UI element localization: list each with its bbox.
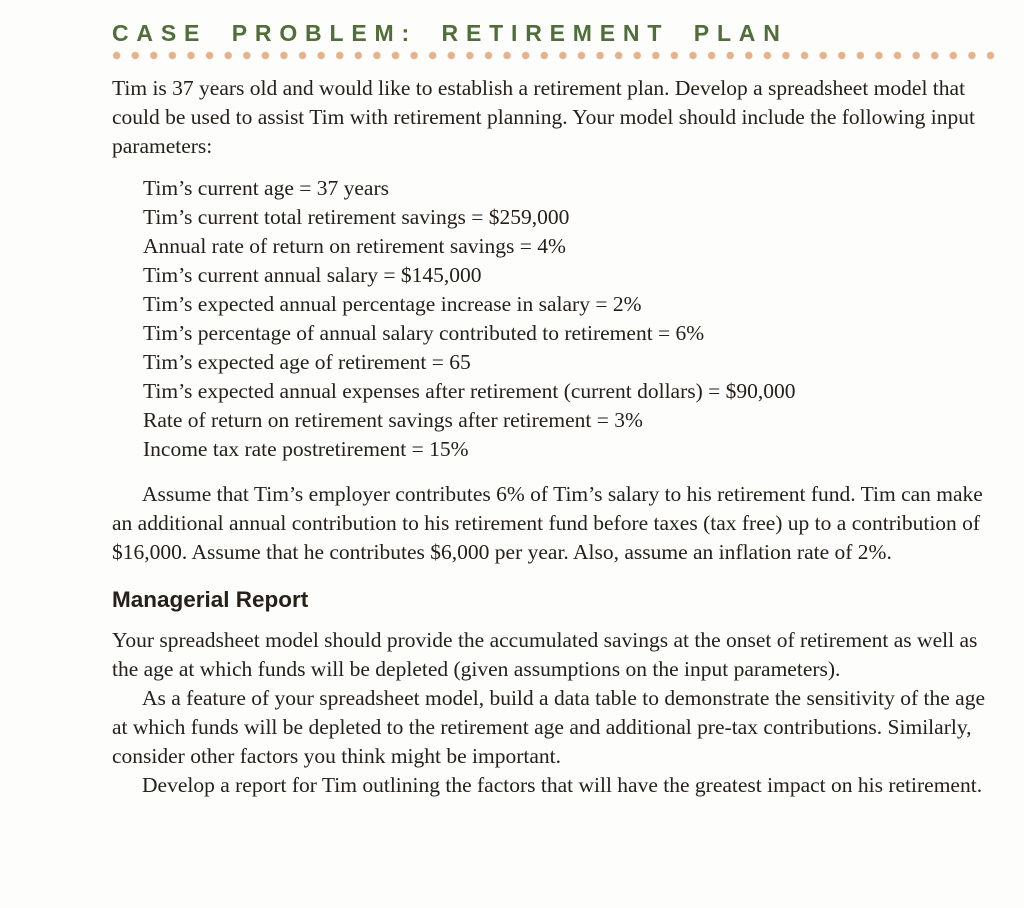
assumptions-paragraph: Assume that Tim’s employer contributes 6% of Tim’s salary to his retirement fund. Tim can make an additional annual contribution to his retirement fund before taxes (tax free) up to a contribution of $16,000. Assume that he contributes $6,000 per year. Also, assume an inflation rate of 2%. (112, 482, 983, 564)
report-paragraph-data-table: As a feature of your spreadsheet model, build a data table to demonstrate the sensitivity of the age at which funds will be depleted to the retirement age and additional pre-tax contributions. Similarly, consider other factors you think might be important. (112, 686, 986, 768)
intro-paragraph: Tim is 37 years old and would like to establish a retirement plan. Develop a spreadsheet model that could be used to assist Tim with retirement planning. Your model should include the following input parameters: (112, 76, 975, 158)
case-problem-header (112, 20, 994, 60)
report-paragraph-accumulated-savings: Your spreadsheet model should provide the accumulated savings at the onset of retirement as well as the age at which funds will be depleted (given assumptions on the input parameters). (112, 628, 978, 681)
parameter-item-current-age: Tim’s current age = 37 years (143, 176, 389, 200)
managerial-report-heading: Managerial Report (112, 587, 309, 612)
input-parameters-list (143, 174, 1002, 464)
parameter-item-retirement-age: Tim’s expected age of retirement = 65 (143, 350, 471, 374)
parameter-item-postretirement-tax: Income tax rate postretirement = 15% (143, 437, 469, 461)
parameter-item-salary-contribution: Tim’s percentage of annual salary contributed to retirement = 6% (143, 321, 705, 345)
case-problem-title: CASE PROBLEM: RETIREMENT PLAN (112, 20, 788, 46)
dotted-divider (112, 51, 1004, 60)
parameter-item-retirement-expenses: Tim’s expected annual expenses after retirement (current dollars) = $90,000 (143, 379, 796, 403)
parameter-item-rate-of-return: Annual rate of return on retirement savings = 4% (143, 234, 566, 258)
parameter-item-postretirement-return: Rate of return on retirement savings after retirement = 3% (143, 408, 643, 432)
parameter-item-current-savings: Tim’s current total retirement savings = $259,000 (143, 205, 570, 229)
parameter-item-annual-salary: Tim’s current annual salary = $145,000 (143, 263, 482, 287)
parameter-item-salary-increase: Tim’s expected annual percentage increase in salary = 2% (143, 292, 642, 316)
report-paragraph-develop-report: Develop a report for Tim outlining the factors that will have the greatest impact on his retirement. (142, 773, 983, 797)
case-problem-body (112, 74, 1002, 800)
